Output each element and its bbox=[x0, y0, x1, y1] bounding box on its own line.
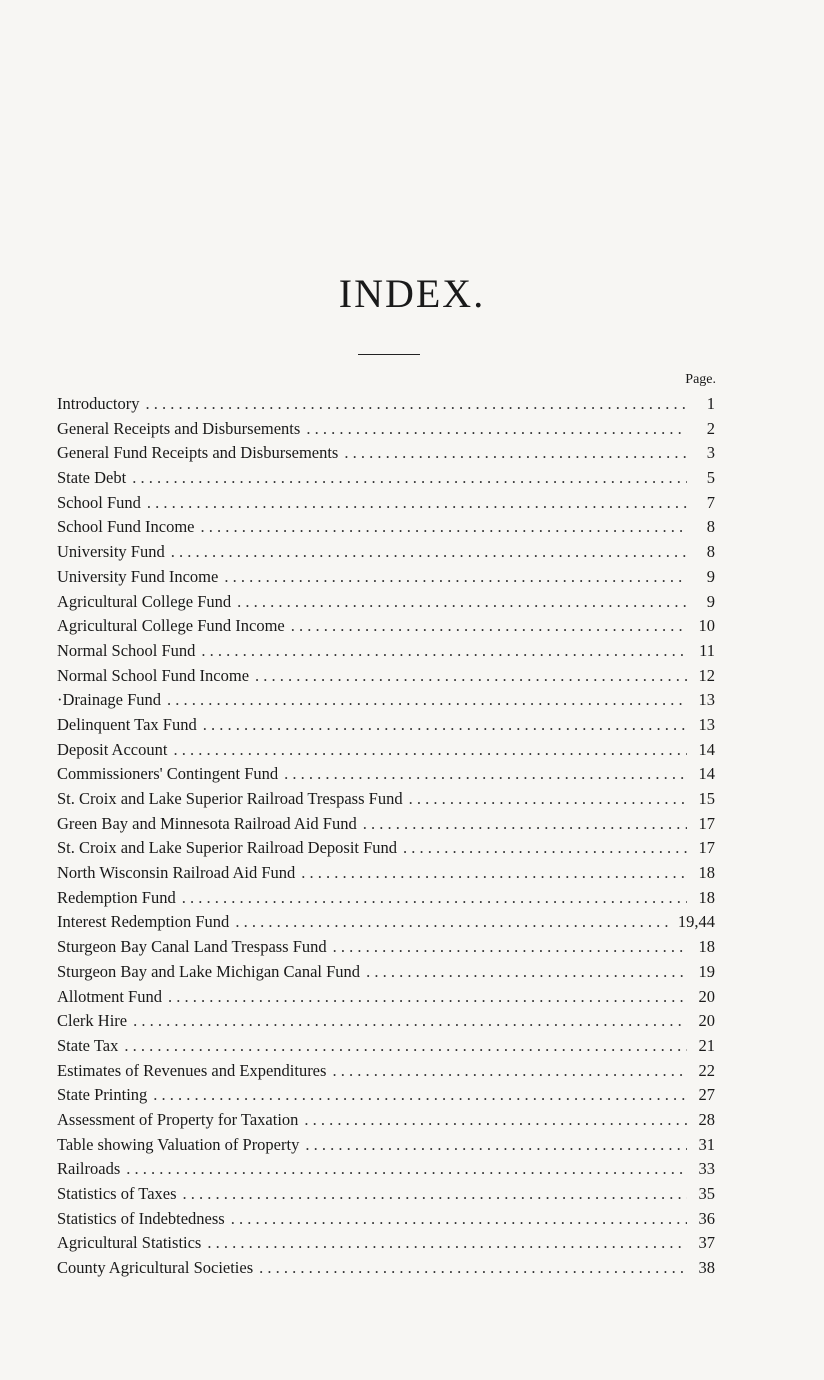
entry-page-number: 14 bbox=[698, 764, 715, 784]
index-entry bbox=[57, 1034, 715, 1059]
dot-leader bbox=[132, 466, 687, 491]
entry-label: School Fund bbox=[57, 492, 141, 512]
entry-label: Agricultural College Fund Income bbox=[57, 616, 285, 636]
entry-page-number: 22 bbox=[698, 1060, 715, 1080]
entry-page-number: 2 bbox=[706, 418, 715, 438]
index-entry bbox=[57, 540, 715, 565]
dot-leader bbox=[237, 590, 687, 615]
entry-label: Railroads bbox=[57, 1159, 121, 1179]
entry-label: State Tax bbox=[57, 1035, 119, 1055]
dot-leader bbox=[284, 762, 687, 787]
index-entry bbox=[57, 1059, 715, 1084]
entry-page-number: 21 bbox=[698, 1035, 715, 1055]
index-entry bbox=[57, 1256, 715, 1281]
dot-leader bbox=[235, 910, 672, 935]
entry-label: University Fund bbox=[57, 542, 165, 562]
index-entry bbox=[57, 910, 715, 935]
index-entry bbox=[57, 590, 715, 615]
dot-leader bbox=[306, 417, 687, 442]
index-entry bbox=[57, 1108, 715, 1133]
entry-page-number: 3 bbox=[706, 443, 715, 463]
entry-page-number: 20 bbox=[698, 1011, 715, 1031]
dot-leader bbox=[133, 1009, 687, 1034]
index-entry bbox=[57, 664, 715, 689]
entry-page-number: 15 bbox=[698, 789, 715, 808]
dot-leader bbox=[207, 1231, 687, 1256]
entry-label: Clerk Hire bbox=[57, 1011, 128, 1031]
dot-leader bbox=[126, 1157, 687, 1182]
index-entry bbox=[57, 886, 715, 911]
entry-label: School Fund Income bbox=[57, 517, 195, 537]
dot-leader bbox=[409, 787, 687, 812]
entry-label: Introductory bbox=[57, 394, 140, 413]
entry-label: Sturgeon Bay and Lake Michigan Canal Fund bbox=[57, 961, 361, 981]
entry-label: General Receipts and Disbursements bbox=[57, 418, 301, 438]
index-entry bbox=[57, 836, 715, 861]
entry-label: State Debt bbox=[57, 468, 127, 488]
entry-label: Agricultural Statistics bbox=[57, 1233, 202, 1253]
entry-page-number: 36 bbox=[698, 1208, 715, 1228]
dot-leader bbox=[403, 836, 687, 861]
index-entry bbox=[57, 466, 715, 491]
index-entry bbox=[57, 738, 715, 763]
dot-leader bbox=[363, 812, 687, 837]
entry-page-number: 20 bbox=[698, 986, 715, 1006]
dot-leader bbox=[291, 614, 687, 639]
index-entry bbox=[57, 1133, 715, 1158]
entry-label: Commissioners' Contingent Fund bbox=[57, 764, 279, 784]
entry-page-number: 33 bbox=[698, 1159, 715, 1179]
entry-label: ·Drainage Fund bbox=[57, 690, 162, 710]
index-entry bbox=[57, 1157, 715, 1182]
index-entry bbox=[57, 614, 715, 639]
title-rule bbox=[358, 354, 420, 355]
entry-label: Assessment of Property for Taxation bbox=[57, 1109, 299, 1129]
entry-page-number: 13 bbox=[698, 714, 715, 734]
entry-label: Green Bay and Minnesota Railroad Aid Fund bbox=[57, 813, 357, 833]
entry-page-number: 8 bbox=[706, 517, 715, 537]
index-entry bbox=[57, 762, 715, 787]
entry-label: Redemption Fund bbox=[57, 887, 176, 907]
entry-label: General Fund Receipts and Disbursements bbox=[57, 443, 339, 463]
entry-label: Normal School Fund Income bbox=[57, 665, 250, 685]
dot-leader bbox=[167, 688, 687, 713]
index-entry bbox=[57, 1009, 715, 1034]
entry-page-number: 27 bbox=[698, 1085, 715, 1105]
dot-leader bbox=[201, 515, 688, 540]
entry-page-number: 12 bbox=[698, 665, 715, 685]
dot-leader bbox=[201, 639, 687, 664]
dot-leader bbox=[301, 861, 687, 886]
index-entry bbox=[57, 515, 715, 540]
dot-leader bbox=[171, 540, 687, 565]
entry-label: Statistics of Taxes bbox=[57, 1184, 177, 1203]
index-entry bbox=[57, 713, 715, 738]
entry-page-number: 19,44 bbox=[677, 912, 715, 932]
dot-leader bbox=[145, 392, 687, 417]
dot-leader bbox=[366, 960, 687, 985]
entry-label: Table showing Valuation of Property bbox=[57, 1134, 300, 1154]
entry-page-number: 18 bbox=[698, 937, 715, 957]
dot-leader bbox=[304, 1108, 687, 1133]
dot-leader bbox=[168, 985, 687, 1010]
index-entries bbox=[57, 392, 715, 1281]
entry-page-number: 18 bbox=[698, 863, 715, 883]
dot-leader bbox=[344, 441, 687, 466]
entry-page-number: 17 bbox=[698, 813, 715, 833]
index-entry bbox=[57, 639, 715, 664]
dot-leader bbox=[147, 491, 687, 516]
entry-page-number: 35 bbox=[698, 1184, 715, 1203]
entry-page-number: 9 bbox=[706, 566, 715, 586]
entry-label: Delinquent Tax Fund bbox=[57, 714, 197, 734]
index-entry bbox=[57, 491, 715, 516]
index-entry bbox=[57, 565, 715, 590]
dot-leader bbox=[231, 1207, 687, 1232]
index-entry bbox=[57, 1182, 715, 1207]
dot-leader bbox=[332, 1059, 687, 1084]
entry-page-number: 9 bbox=[706, 591, 715, 611]
entry-label: Normal School Fund bbox=[57, 640, 196, 660]
index-entry bbox=[57, 861, 715, 886]
index-entry bbox=[57, 1083, 715, 1108]
dot-leader bbox=[173, 738, 687, 763]
entry-label: Estimates of Revenues and Expenditures bbox=[57, 1060, 327, 1080]
page-column-heading: Page. bbox=[685, 372, 716, 387]
entry-label: Interest Redemption Fund bbox=[57, 912, 230, 932]
entry-page-number: 10 bbox=[698, 616, 715, 636]
entry-page-number: 1 bbox=[706, 394, 715, 413]
index-entry bbox=[57, 1231, 715, 1256]
entry-page-number: 5 bbox=[706, 468, 715, 488]
entry-label: Sturgeon Bay Canal Land Trespass Fund bbox=[57, 937, 327, 957]
entry-page-number: 37 bbox=[698, 1233, 715, 1253]
dot-leader bbox=[203, 713, 687, 738]
index-entry bbox=[57, 935, 715, 960]
index-entry bbox=[57, 417, 715, 442]
index-entry bbox=[57, 688, 715, 713]
dot-leader bbox=[183, 1182, 687, 1207]
dot-leader bbox=[224, 565, 687, 590]
entry-page-number: 14 bbox=[698, 739, 715, 759]
index-entry bbox=[57, 812, 715, 837]
entry-label: State Printing bbox=[57, 1085, 148, 1105]
entry-label: St. Croix and Lake Superior Railroad Deposit Fund bbox=[57, 838, 398, 858]
entry-label: County Agricultural Societies bbox=[57, 1258, 254, 1278]
entry-label: Agricultural College Fund bbox=[57, 591, 232, 611]
dot-leader bbox=[153, 1083, 687, 1108]
entry-page-number: 28 bbox=[698, 1109, 715, 1129]
dot-leader bbox=[124, 1034, 687, 1059]
entry-page-number: 7 bbox=[706, 492, 715, 512]
index-entry bbox=[57, 787, 715, 812]
dot-leader bbox=[255, 664, 687, 689]
entry-label: St. Croix and Lake Superior Railroad Trespass Fund bbox=[57, 789, 403, 808]
entry-page-number: 11 bbox=[699, 640, 715, 660]
dot-leader bbox=[305, 1133, 687, 1158]
index-entry bbox=[57, 960, 715, 985]
index-entry bbox=[57, 985, 715, 1010]
entry-label: Allotment Fund bbox=[57, 986, 162, 1006]
entry-page-number: 19 bbox=[698, 961, 715, 981]
entry-page-number: 8 bbox=[706, 542, 715, 562]
entry-page-number: 38 bbox=[698, 1258, 715, 1278]
entry-page-number: 13 bbox=[698, 690, 715, 710]
entry-page-number: 18 bbox=[698, 887, 715, 907]
index-entry bbox=[57, 392, 715, 417]
dot-leader bbox=[259, 1256, 687, 1281]
entry-label: North Wisconsin Railroad Aid Fund bbox=[57, 863, 296, 883]
entry-page-number: 17 bbox=[698, 838, 715, 858]
dot-leader bbox=[333, 935, 687, 960]
index-entry bbox=[57, 441, 715, 466]
entry-label: University Fund Income bbox=[57, 566, 219, 586]
entry-page-number: 31 bbox=[698, 1134, 715, 1154]
entry-label: Statistics of Indebtedness bbox=[57, 1208, 225, 1228]
dot-leader bbox=[182, 886, 687, 911]
index-entry bbox=[57, 1207, 715, 1232]
entry-label: Deposit Account bbox=[57, 739, 168, 759]
index-title: INDEX. bbox=[338, 271, 486, 316]
